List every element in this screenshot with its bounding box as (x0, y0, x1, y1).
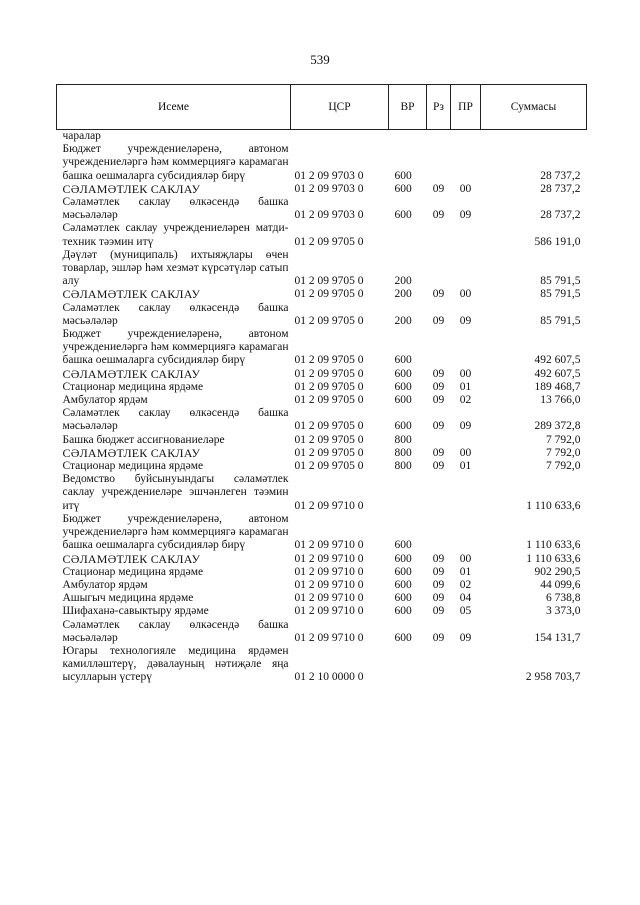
cell-sum: 7 792,0 (546, 446, 581, 459)
cell-pr: 01 (459, 460, 472, 473)
cell-vr: 600 (394, 182, 412, 195)
cell-vr: 600 (394, 565, 412, 578)
cell-sum: 492 607,5 (534, 354, 581, 367)
cell-name: Сәламәтлек саклау өлкәсендә башка мәсьәләләр (62, 618, 289, 644)
cell-pr (451, 130, 481, 144)
header-vr: ВР (389, 85, 427, 130)
table-header (57, 85, 587, 130)
cell-csr: 01 2 09 9705 0 (294, 235, 364, 248)
cell-csr: 01 2 09 9705 0 (294, 367, 364, 380)
cell-sum: 28 737,2 (540, 182, 581, 195)
cell-pr (451, 513, 481, 553)
cell-csr: 01 2 09 9710 0 (294, 565, 364, 578)
cell-rz (427, 130, 451, 144)
cell-vr: 600 (394, 169, 412, 182)
cell-sum (481, 130, 587, 144)
cell-rz: 09 (432, 314, 445, 327)
cell-csr: 01 2 09 9703 0 (294, 169, 364, 182)
cell-rz: 09 (432, 460, 445, 473)
cell-name: СӘЛАМӘТЛЕК САКЛАУ (62, 445, 201, 460)
cell-sum: 289 372,8 (534, 420, 581, 433)
table-row (57, 579, 587, 592)
cell-sum: 85 791,5 (540, 275, 581, 288)
cell-rz: 09 (432, 288, 445, 301)
cell-sum: 85 791,5 (540, 314, 581, 327)
cell-pr (451, 249, 481, 289)
cell-name: Югары технологияле медицина ярдәмен камилләштерү, дәвалауның нәтиҗәле яңа ысулларын үстерү (62, 644, 289, 684)
table-row (57, 381, 587, 394)
cell-csr: 01 2 09 9710 0 (294, 592, 364, 605)
table-row (57, 645, 587, 685)
cell-name: Стационар медицина ярдәме (62, 460, 204, 473)
cell-pr (451, 222, 481, 248)
cell-csr: 01 2 09 9705 0 (294, 288, 364, 301)
cell-name: Стационар медицина ярдәме (62, 565, 204, 578)
cell-name: Бюджет учреждениеләренә, автоном учреждениеләргә һәм коммерциягә карамаган башка оешмаларга субсидияләр бирү (62, 143, 289, 182)
cell-sum: 7 792,0 (546, 460, 581, 473)
cell-name: Ведомство буйсынуындагы сәламәтлек саклау учреждениеләре эшчәнлеген тәэмин итү (62, 473, 289, 512)
cell-rz: 09 (432, 631, 445, 644)
cell-csr: 01 2 09 9705 0 (294, 275, 364, 288)
cell-vr: 800 (394, 433, 412, 446)
cell-sum: 1 110 633,6 (526, 552, 581, 565)
cell-pr: 00 (459, 446, 472, 459)
table-row (57, 460, 587, 473)
cell-rz: 09 (432, 446, 445, 459)
cell-sum: 154 131,7 (534, 631, 581, 644)
cell-pr: 00 (459, 367, 472, 380)
table-row (57, 288, 587, 301)
cell-pr (451, 328, 481, 368)
cell-vr (389, 130, 427, 144)
cell-name: Стационар медицина ярдәме (62, 380, 204, 393)
cell-rz (427, 513, 451, 553)
cell-vr: 600 (394, 552, 412, 565)
cell-pr: 09 (459, 631, 472, 644)
cell-rz: 09 (432, 182, 445, 195)
cell-csr: 01 2 09 9705 0 (294, 380, 364, 393)
cell-vr: 600 (394, 367, 412, 380)
header-pr: ПР (451, 85, 481, 130)
cell-rz (427, 143, 451, 183)
cell-sum: 7 792,0 (546, 433, 581, 446)
cell-vr: 600 (394, 605, 412, 618)
cell-pr (451, 473, 481, 513)
table-row (57, 130, 587, 144)
cell-name: Шифаханә-савыктыру ярдәме (62, 605, 209, 618)
cell-vr (389, 645, 427, 685)
cell-csr: 01 2 09 9705 0 (294, 354, 364, 367)
table-row (57, 473, 587, 513)
table-row (57, 394, 587, 407)
table-header-row (57, 85, 587, 130)
cell-pr: 02 (459, 578, 472, 591)
cell-vr: 600 (394, 539, 412, 552)
cell-csr: 01 2 09 9710 0 (294, 552, 364, 565)
table-row (57, 619, 587, 645)
cell-vr: 600 (394, 420, 412, 433)
cell-vr: 200 (394, 288, 412, 301)
cell-csr: 01 2 09 9703 0 (294, 209, 364, 222)
cell-rz (427, 249, 451, 289)
cell-vr: 600 (394, 354, 412, 367)
cell-rz (427, 328, 451, 368)
cell-rz: 09 (432, 420, 445, 433)
cell-sum: 13 766,0 (540, 394, 581, 407)
table-row (57, 196, 587, 222)
cell-csr: 01 2 09 9705 0 (294, 394, 364, 407)
cell-sum: 586 191,0 (534, 235, 581, 248)
cell-name: Сәламәтлек саклау өлкәсендә башка мәсьәләләр (62, 301, 289, 327)
table-body (57, 130, 587, 685)
cell-name: Амбулатор ярдәм (62, 394, 148, 407)
header-csr: ЦСР (291, 85, 389, 130)
cell-csr: 01 2 09 9710 0 (294, 605, 364, 618)
table-row (57, 553, 587, 566)
cell-pr: 05 (459, 605, 472, 618)
cell-csr: 01 2 10 0000 0 (294, 671, 364, 684)
header-rz: Рз (427, 85, 451, 130)
table-row (57, 566, 587, 579)
cell-vr: 600 (394, 209, 412, 222)
cell-sum: 189 468,7 (534, 380, 581, 393)
table-row (57, 592, 587, 605)
cell-name: Сәламәтлек саклау өлкәсендә башка мәсьәләләр (62, 407, 289, 433)
cell-rz: 09 (432, 380, 445, 393)
cell-csr: 01 2 09 9705 0 (294, 314, 364, 327)
cell-pr (451, 143, 481, 183)
cell-csr: 01 2 09 9705 0 (294, 460, 364, 473)
cell-pr: 01 (459, 565, 472, 578)
cell-sum: 1 110 633,6 (526, 499, 581, 512)
cell-pr: 09 (459, 420, 472, 433)
table-row (57, 605, 587, 618)
cell-name: СӘЛАМӘТЛЕК САКЛАУ (62, 287, 201, 302)
cell-sum: 2 958 703,7 (525, 671, 581, 684)
cell-vr: 600 (394, 394, 412, 407)
cell-name: СӘЛАМӘТЛЕК САКЛАУ (62, 181, 201, 196)
page-number: 539 (310, 52, 330, 67)
table-row (57, 183, 587, 196)
cell-name: Дәүләт (муниципаль) ихтыяҗлары өчен товарлар, эшләр һәм хезмәт күрсәтүләр сатып алу (62, 248, 289, 288)
cell-pr: 01 (459, 380, 472, 393)
cell-name: Ашыгыч медицина ярдәме (62, 592, 194, 605)
cell-name: СӘЛАМӘТЛЕК САКЛАУ (62, 551, 201, 566)
cell-vr: 800 (394, 460, 412, 473)
table-row (57, 302, 587, 328)
cell-pr (451, 434, 481, 447)
cell-csr: 01 2 09 9710 0 (294, 499, 364, 512)
cell-sum: 492 607,5 (534, 367, 581, 380)
cell-name: Сәламәтлек саклау өлкәсендә башка мәсьәләләр (62, 196, 289, 222)
cell-csr: 01 2 09 9705 0 (294, 420, 364, 433)
cell-name: чаралар (62, 130, 101, 142)
cell-rz: 09 (432, 592, 445, 605)
table-row (57, 368, 587, 381)
cell-rz (427, 434, 451, 447)
cell-name: СӘЛАМӘТЛЕК САКЛАУ (62, 366, 201, 381)
cell-name: Башка бюджет ассигнованиеләре (62, 433, 225, 446)
cell-sum: 3 373,0 (546, 605, 581, 618)
cell-pr (451, 645, 481, 685)
table-row (57, 447, 587, 460)
budget-table (56, 84, 587, 685)
cell-pr: 04 (459, 592, 472, 605)
table-row (57, 143, 587, 183)
cell-sum: 85 791,5 (540, 288, 581, 301)
cell-csr: 01 2 09 9705 0 (294, 446, 364, 459)
cell-vr (389, 222, 427, 248)
header-name: Исеме (57, 85, 291, 130)
cell-sum: 44 099,6 (540, 578, 581, 591)
cell-sum: 902 290,5 (534, 565, 581, 578)
cell-vr: 800 (394, 446, 412, 459)
cell-pr: 00 (459, 182, 472, 195)
cell-csr: 01 2 09 9710 0 (294, 578, 364, 591)
cell-name: Бюджет учреждениеләренә, автоном учреждениеләргә һәм коммерциягә карамаган башка оешмаларга субсидияләр бирү (62, 328, 289, 367)
cell-pr: 09 (459, 209, 472, 222)
header-sum: Суммасы (481, 85, 587, 130)
table-row (57, 328, 587, 368)
cell-vr: 600 (394, 631, 412, 644)
cell-vr: 200 (394, 314, 412, 327)
cell-rz: 09 (432, 367, 445, 380)
table-row (57, 434, 587, 447)
table-row (57, 222, 587, 248)
cell-name: Сәламәтлек саклау учреждениеләрен матди-техник тәэмин итү (62, 222, 289, 248)
cell-pr: 09 (459, 314, 472, 327)
cell-csr: 01 2 09 9705 0 (294, 433, 364, 446)
table-row (57, 513, 587, 553)
cell-csr: 01 2 09 9710 0 (294, 539, 364, 552)
cell-sum: 6 738,8 (546, 592, 581, 605)
cell-pr: 02 (459, 394, 472, 407)
cell-rz: 09 (432, 578, 445, 591)
cell-vr (389, 473, 427, 513)
cell-vr: 600 (394, 592, 412, 605)
cell-rz (427, 222, 451, 248)
cell-csr (291, 130, 389, 144)
cell-name: Амбулатор ярдәм (62, 578, 148, 591)
cell-rz: 09 (432, 209, 445, 222)
cell-vr: 600 (394, 578, 412, 591)
cell-rz: 09 (432, 394, 445, 407)
cell-sum: 28 737,2 (540, 209, 581, 222)
cell-rz: 09 (432, 552, 445, 565)
cell-csr: 01 2 09 9710 0 (294, 631, 364, 644)
cell-rz (427, 645, 451, 685)
cell-vr: 600 (394, 380, 412, 393)
cell-sum: 28 737,2 (540, 169, 581, 182)
cell-rz: 09 (432, 565, 445, 578)
cell-pr: 00 (459, 288, 472, 301)
cell-rz (427, 473, 451, 513)
cell-csr: 01 2 09 9703 0 (294, 182, 364, 195)
cell-rz: 09 (432, 605, 445, 618)
table-row (57, 407, 587, 433)
cell-sum: 1 110 633,6 (526, 539, 581, 552)
cell-pr: 00 (459, 552, 472, 565)
cell-vr: 200 (394, 275, 412, 288)
table-row (57, 249, 587, 289)
cell-name: Бюджет учреждениеләренә, автоном учреждениеләргә һәм коммерциягә карамаган башка оешмаларга субсидияләр бирү (62, 512, 289, 552)
